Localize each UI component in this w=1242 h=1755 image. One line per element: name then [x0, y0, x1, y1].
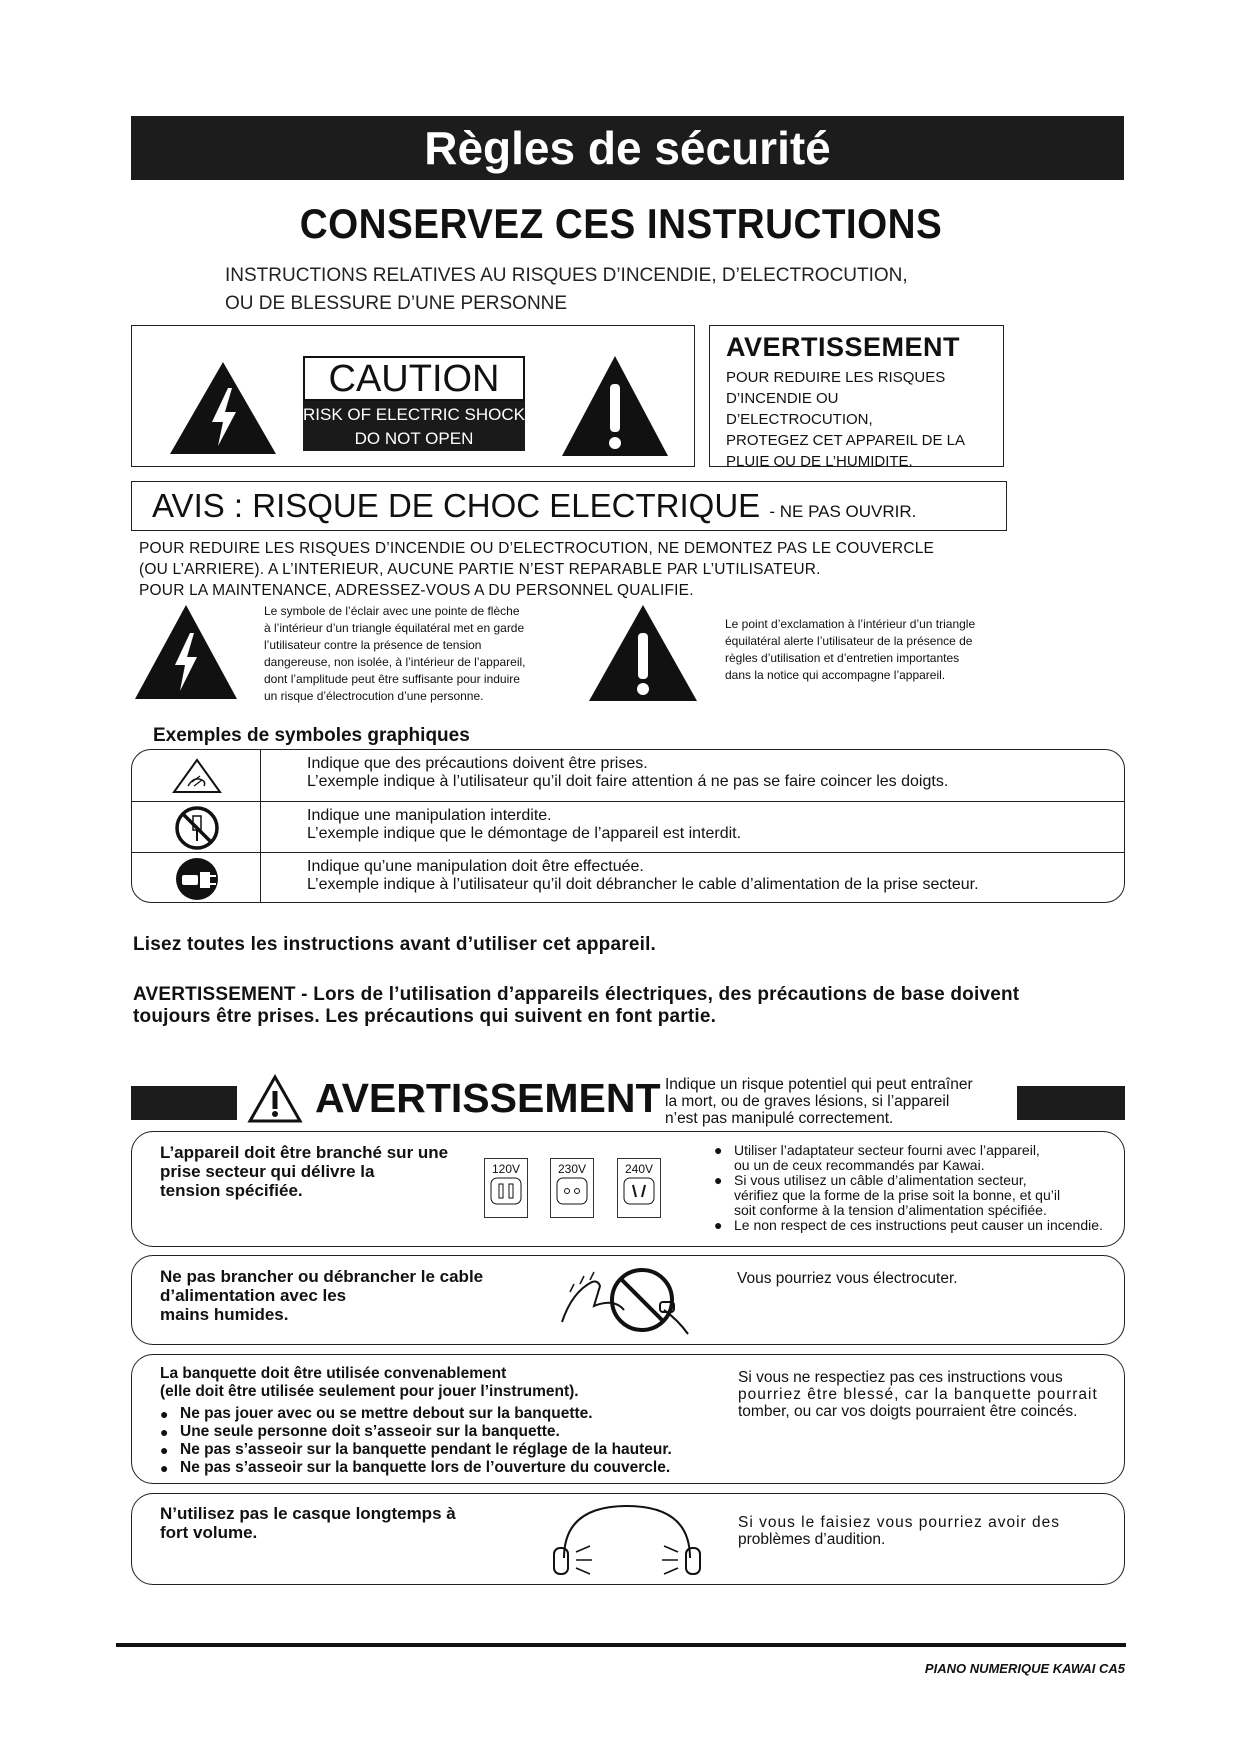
no-wet-hands-icon: [552, 1262, 722, 1340]
warning-bar-left: [131, 1086, 237, 1120]
warning-title: AVERTISSEMENT: [315, 1075, 661, 1121]
exclamation-symbol-description: Le point d’exclamation à l’intérieur d’un triangle équilatéral alerte l’utilisateur de la présence de règles d’utilisation et d’entretien importantes dans la notice qui accompagne l’appareil.: [725, 617, 976, 682]
symbols-table: [131, 749, 1125, 903]
footer-divider: [116, 1643, 1126, 1647]
footer-product-name: PIANO NUMERIQUE KAWAI CA5: [924, 1661, 1125, 1676]
lightning-symbol-icon: [133, 603, 239, 701]
headphones-icon: [542, 1500, 712, 1580]
intro-text: INSTRUCTIONS RELATIVES AU RISQUES D’INCENDIE, D’ELECTROCUTION, OU DE BLESSURE D’UNE PERSONNE: [225, 265, 908, 314]
avis-banner: AVIS : RISQUE DE CHOC ELECTRIQUE - NE PAS OUVRIR.: [131, 481, 1007, 531]
prohibited-disassembly-icon: [174, 805, 220, 851]
outlet-120v: 120V: [484, 1158, 528, 1218]
exclamation-symbol-icon: [587, 603, 699, 703]
caution-pinch-icon: [172, 758, 222, 794]
outlet-120v-icon: [489, 1176, 523, 1206]
avertissement-title: AVERTISSEMENT: [726, 332, 961, 362]
warning-bar-right: [1017, 1086, 1125, 1120]
caution-subtext: RISK OF ELECTRIC SHOCK DO NOT OPEN: [303, 401, 525, 451]
unplug-instruction-icon: [174, 856, 220, 902]
exclamation-warning-icon: [560, 354, 670, 458]
outlet-230v-icon: [555, 1176, 589, 1206]
warning-card-headphones: N’utilisez pas le casque longtemps à fort volume. Si vous le faisiez vous pourriez avoir des problèmes d’audition.: [131, 1493, 1125, 1585]
warning-description: Indique un risque potentiel qui peut entraîner la mort, ou de graves lésions, si l’appareil n’est pas manipulé correctement.: [665, 1076, 973, 1127]
warning-card-bench: La banquette doit être utilisée convenablement (elle doit être utilisée seulement pour jouer l’instrument). ● Ne pas jouer avec ou se mettre debout sur la banquette. ● Une seule personne doit s’asseoir sur la banquette. ● Ne pas s’asseoir sur la banquette pendant le réglage de la hauteur. ● Ne pas s’asseoir sur la banquette lors de l’ouverture du couvercle. Si vous ne respectiez pas ces instructions vous pourriez être blessé, car la banquette pourrait tomber, ou car vos doigts pourraient être coincés.: [131, 1354, 1125, 1484]
electric-shock-warning-icon: [168, 360, 278, 456]
maintenance-text: POUR REDUIRE LES RISQUES D’INCENDIE OU D’ELECTROCUTION, NE DEMONTEZ PAS LE COUVERCLE (OU L’ARRIERE). A L’INTERIEUR, AUCUNE PARTIE N’EST REPARABLE PAR L’UTILISATEUR. POUR LA MAINTENANCE, ADRESSEZ-VOUS A DU PERSONNEL QUALIFIE.: [139, 540, 935, 599]
table-row: Indique que des précautions doivent être prises. L’exemple indique à l’utilisateur qu’il doit faire attention á ne pas se faire coincer les doigts.: [132, 750, 1124, 801]
basic-precautions: AVERTISSEMENT - Lors de l’utilisation d’appareils électriques, des précautions de base doivent toujours être prises. Les précautions qui suivent en font partie.: [133, 984, 1020, 1027]
subtitle: CONSERVEZ CES INSTRUCTIONS: [299, 200, 943, 247]
examples-title: Exemples de symboles graphiques: [153, 725, 470, 746]
caution-label: CAUTION: [303, 356, 525, 401]
table-row: Indique qu’une manipulation doit être effectuée. L’exemple indique à l’utilisateur qu’il doit débrancher le cable d’alimentation de la prise secteur.: [132, 852, 1124, 903]
read-all-instructions: Lisez toutes les instructions avant d’utiliser cet appareil.: [133, 934, 657, 955]
lightning-symbol-description: Le symbole de l’éclair avec une pointe de flèche à l’intérieur d’un triangle équilatéral met en garde l’utilisateur contre la présence de tension dangereuse, non isolée, à l’intérieur de l’appareil, dont l’amplitude peut être suffisante pour induire un risque d’électrocution d’une personne.: [264, 604, 526, 703]
outlet-240v-icon: [622, 1176, 656, 1206]
outlet-240v: 240V: [617, 1158, 661, 1218]
warning-triangle-icon: [247, 1074, 303, 1124]
warning-card-voltage: L’appareil doit être branché sur une prise secteur qui délivre la tension spécifiée. 120V 230V 240V ● Utiliser l’adaptateur secteur fourni avec l’appareil, ou un de ceux recommandés par Kawai. ● Si vous utilisez un câble d’alimentation secteur, vérifiez que la forme de la prise soit la bonne, et qu’il soit conforme à la tension d’alimentation spécifiée. ● Le non respect de ces instructions peut causer un incendie.: [131, 1131, 1125, 1247]
table-row: Indique une manipulation interdite. L’exemple indique que le démontage de l’appareil est interdit.: [132, 801, 1124, 852]
avertissement-box: AVERTISSEMENT POUR REDUIRE LES RISQUES D’INCENDIE OU D’ELECTROCUTION, PROTEGEZ CET APPAREIL DE LA PLUIE OU DE L’HUMIDITE.: [709, 325, 1004, 467]
warning-card-wet-hands: Ne pas brancher ou débrancher le cable d’alimentation avec les mains humides. Vous pourriez vous électrocuter.: [131, 1255, 1125, 1345]
caution-box: [131, 325, 695, 467]
outlet-230v: 230V: [550, 1158, 594, 1218]
page-title: Règles de sécurité: [131, 116, 1124, 180]
